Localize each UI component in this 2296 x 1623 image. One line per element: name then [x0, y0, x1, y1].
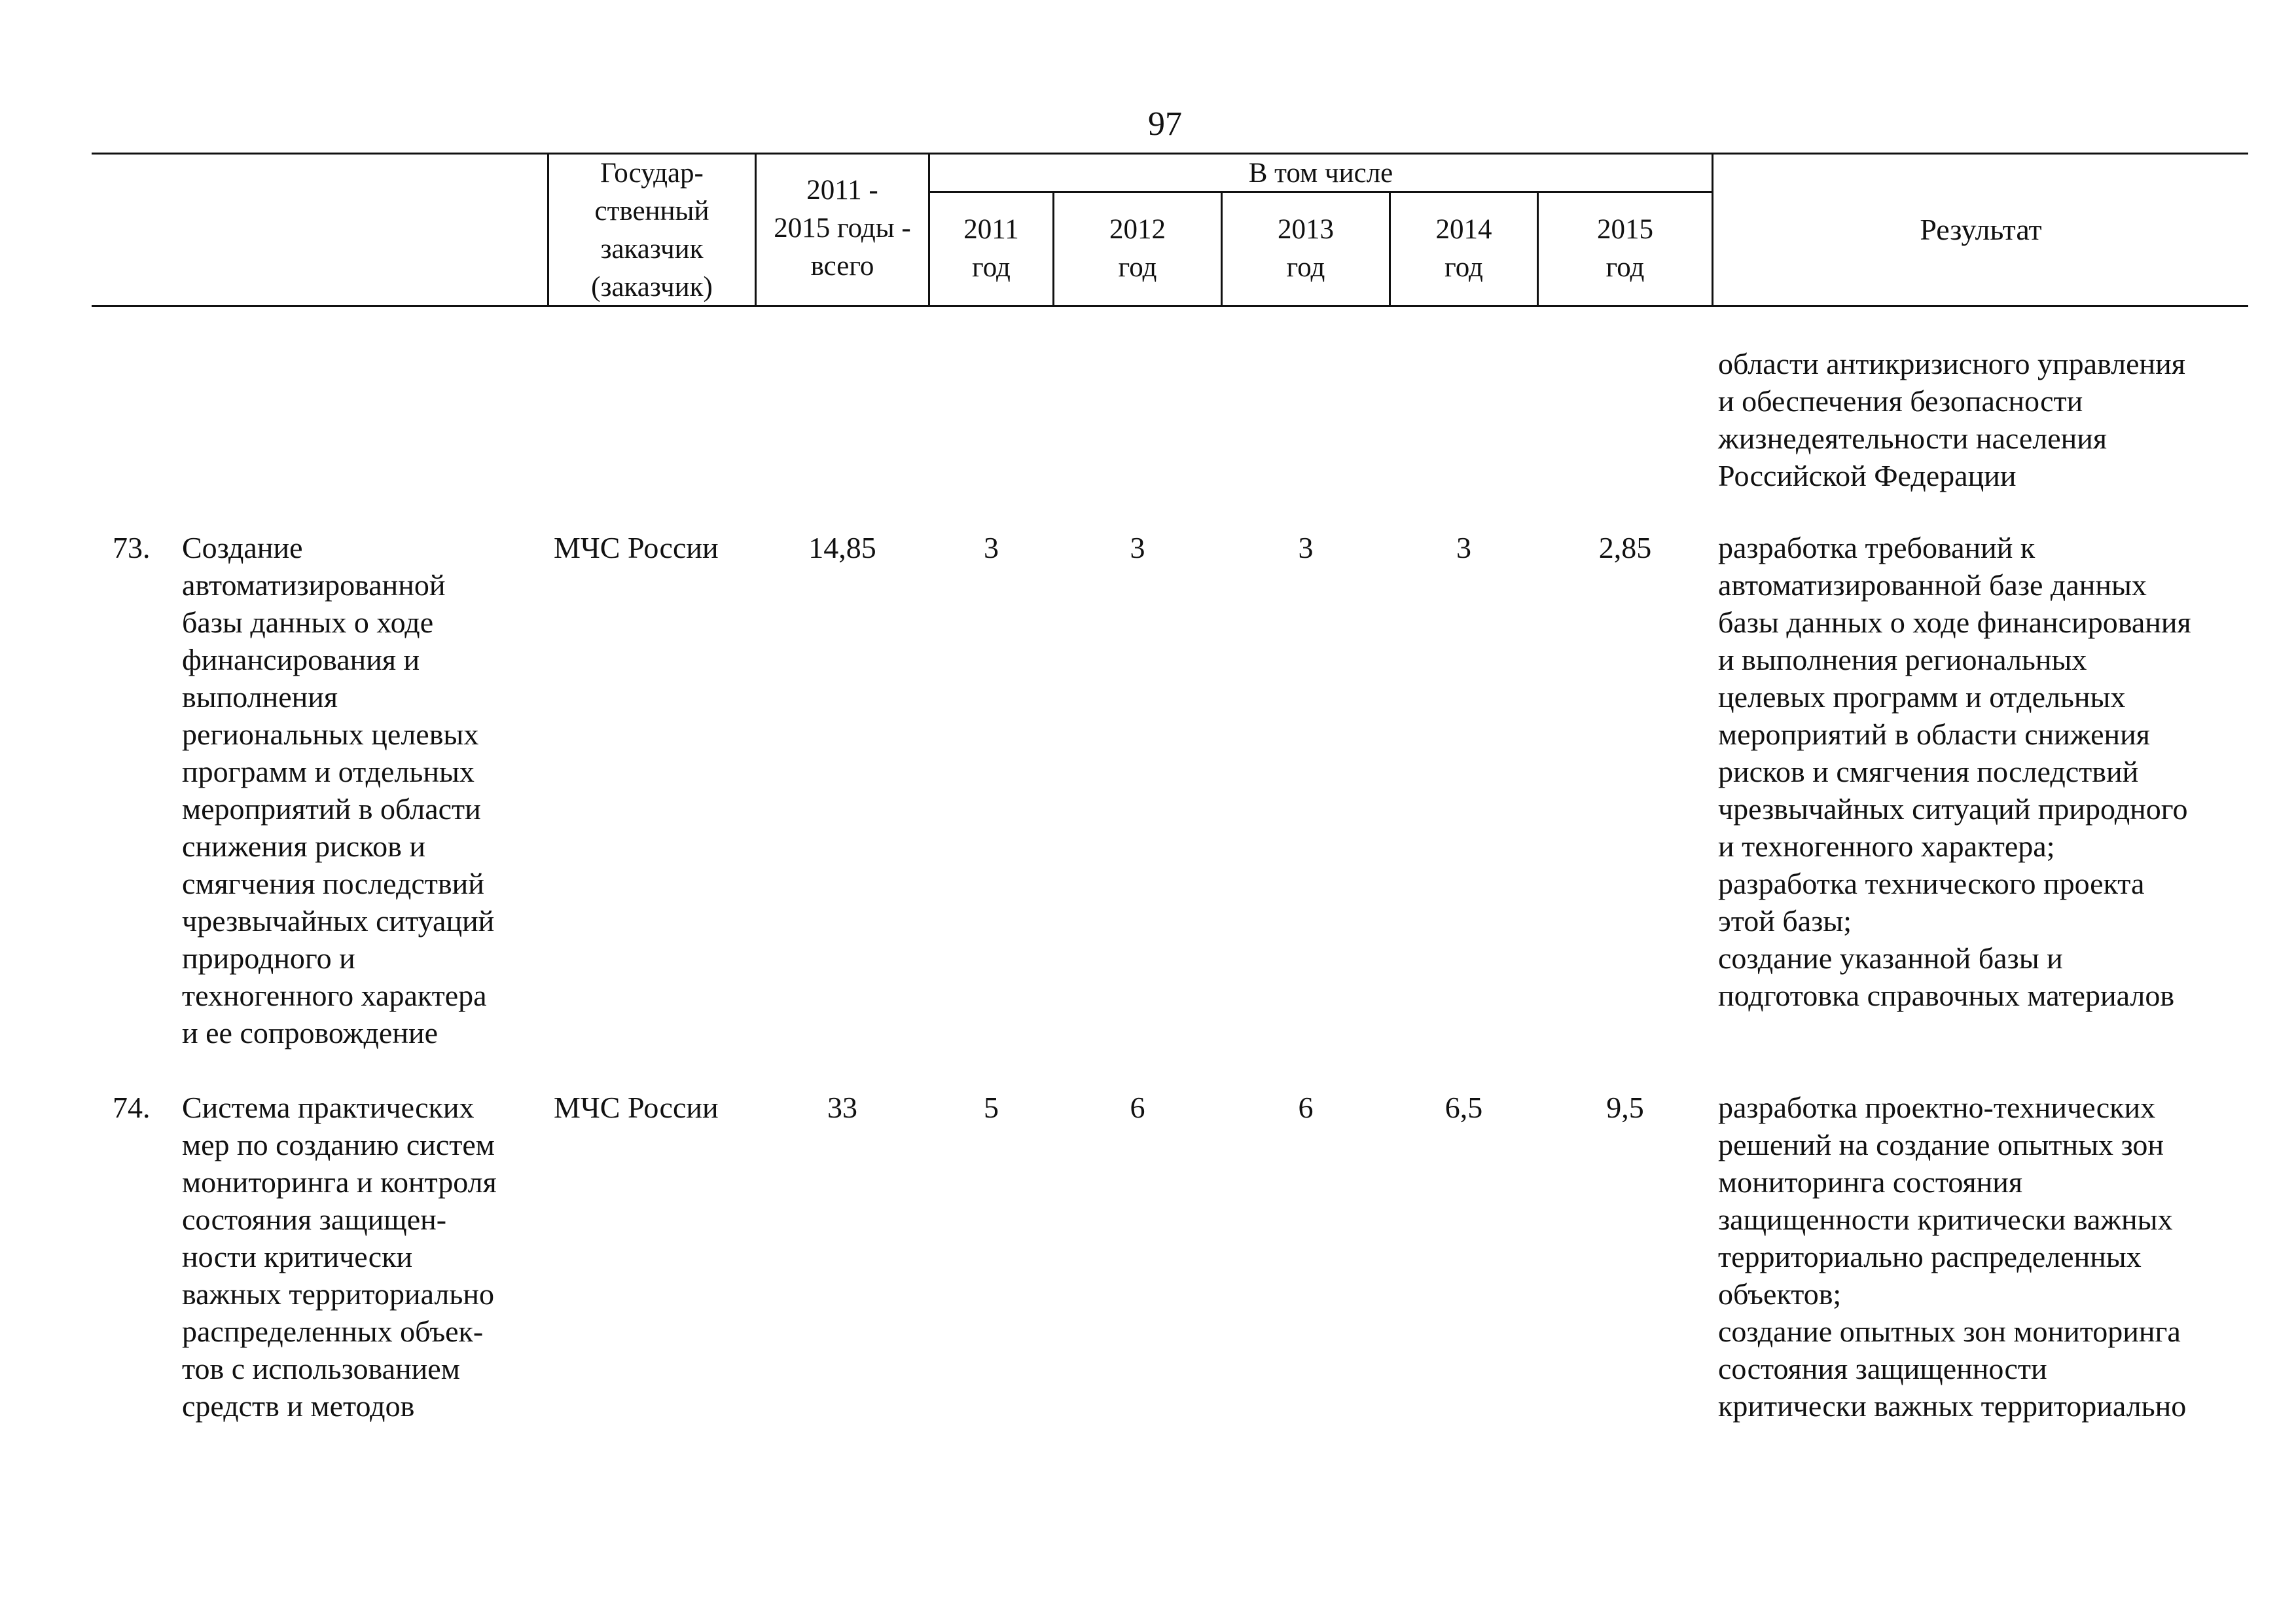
row-value-2015: 9,5 — [1606, 1091, 1644, 1124]
row-value-2012: 6 — [1130, 1091, 1145, 1124]
row-value-2015: 2,85 — [1598, 531, 1652, 564]
row-value-2014: 3 — [1456, 531, 1471, 564]
header-bottom-rule — [92, 305, 2248, 307]
header-year-2012: 2012 год — [1109, 214, 1166, 283]
header-including: В том числе — [1248, 158, 1393, 189]
row-result: разработка проектно-технических решений на создание опытных зон мониторинга состояния защищенности критически важных территориально распределенных объектов; создание опытных зон мониторинга состояния защищенности критически важных территориально — [1718, 1091, 2187, 1423]
row-name: Создание автоматизированной базы данных о ходе финансирования и выполнения региональных целевых программ и отдельных мероприятий в области снижения рисков и смягчения последствий чрезвычайных ситуаций природного и техногенного характера и ее сопровождение — [182, 531, 495, 1049]
header-year-2014: 2014 год — [1435, 214, 1492, 283]
header-year-2013: 2013 год — [1278, 214, 1334, 283]
row-result: разработка требований к автоматизированной базе данных базы данных о ходе финансирования и выполнения региональных целевых программ и отдельных мероприятий в области снижения рисков и смягчения последствий чрезвычайных ситуаций природного и техногенного характера; разработка технического проекта этой базы; создание указанной базы и подготовка справочных материалов — [1718, 531, 2191, 1012]
row-total: 14,85 — [808, 531, 876, 564]
row-customer: МЧС России — [554, 1091, 719, 1124]
header-total: 2011 - 2015 годы - всего — [774, 175, 911, 282]
page-number: 97 — [1148, 105, 1182, 143]
continuation-result: области антикризисного управления и обеспечения безопасности жизнедеятельности населения Российской Федерации — [1718, 347, 2185, 492]
row-value-2013: 3 — [1298, 531, 1314, 564]
row-value-2011: 3 — [984, 531, 999, 564]
row-value-2014: 6,5 — [1444, 1091, 1483, 1124]
header-year-2015: 2015 год — [1597, 214, 1653, 283]
header-customer: Государ- ственный заказчик (заказчик) — [591, 158, 713, 302]
row-name: Система практических мер по созданию систем мониторинга и контроля состояния защищен- ности критически важных территориально распределенных объек- тов с использованием средств и методов — [182, 1091, 497, 1423]
header-year-2011: 2011 год — [963, 214, 1019, 283]
row-value-2012: 3 — [1130, 531, 1145, 564]
row-total: 33 — [827, 1091, 857, 1124]
row-customer: МЧС России — [554, 531, 719, 564]
row-number: 73. — [113, 531, 151, 564]
row-value-2011: 5 — [984, 1091, 999, 1124]
header-result: Результат — [1920, 213, 2042, 246]
row-value-2013: 6 — [1298, 1091, 1314, 1124]
row-number: 74. — [113, 1091, 151, 1124]
